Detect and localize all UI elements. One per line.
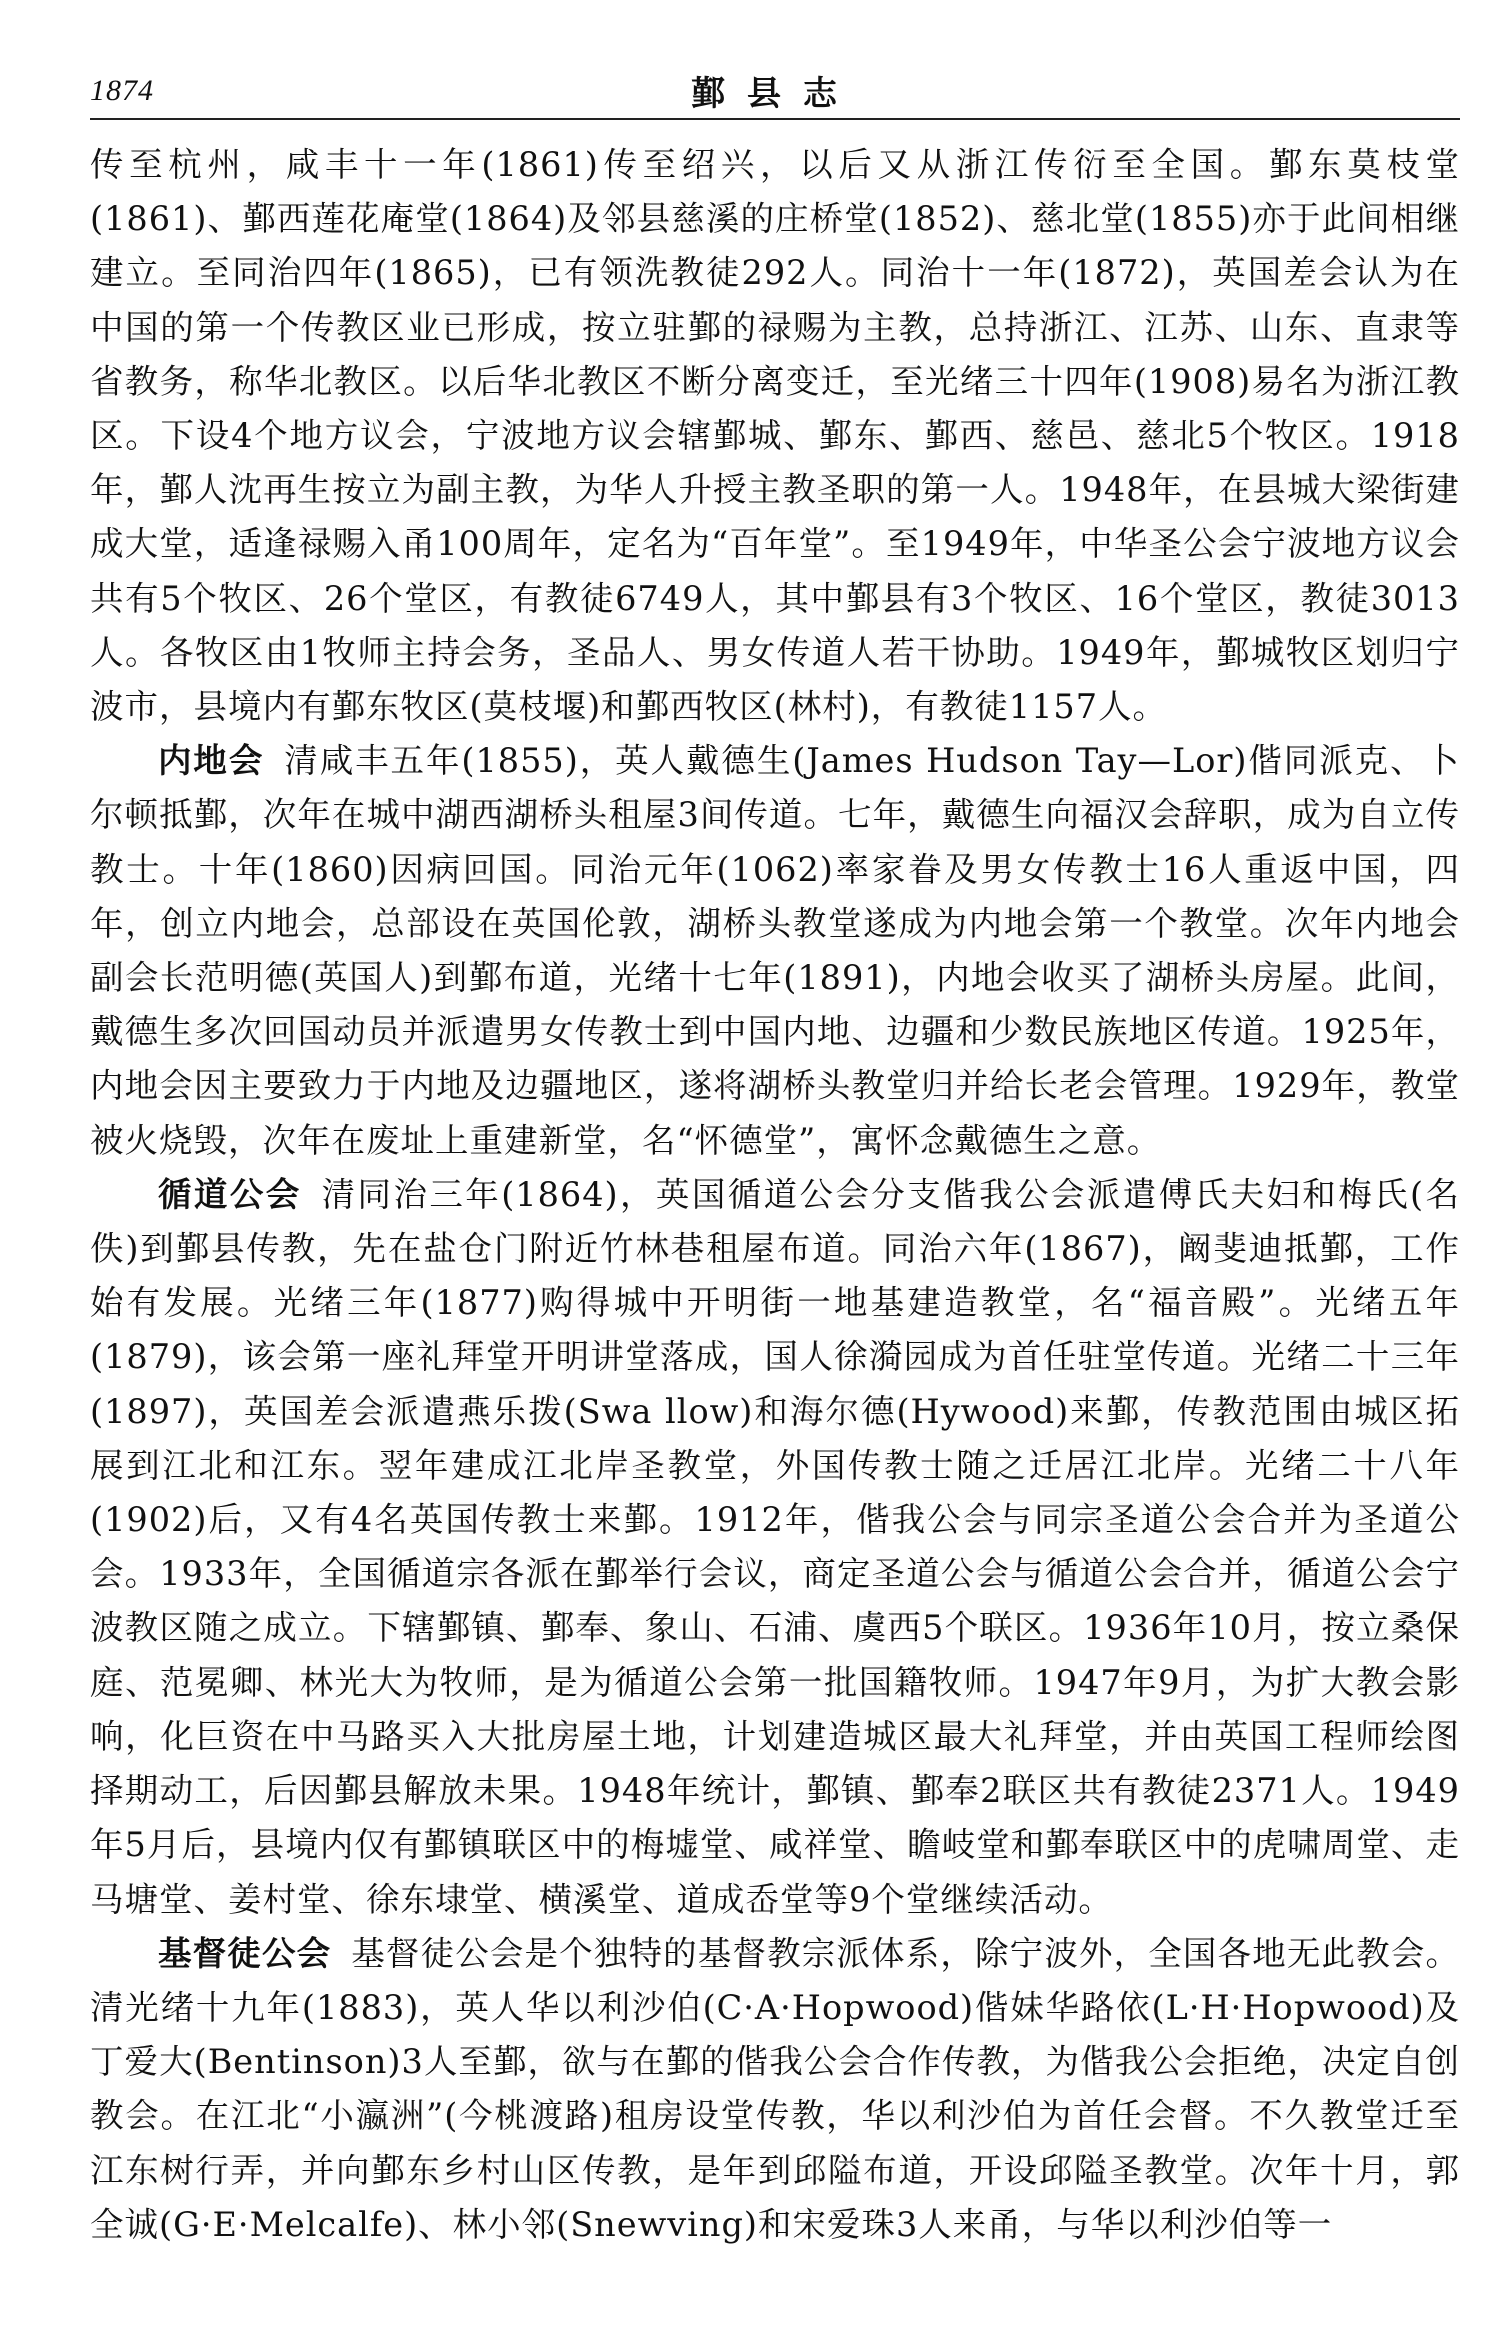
- section-jidutugonghui: [90, 1927, 1460, 2252]
- paragraph-continued: [90, 138, 1460, 734]
- section-heading: 内地会: [158, 741, 265, 781]
- section-neidihui: [90, 734, 1460, 1168]
- section-xundaogonghui: [90, 1168, 1460, 1927]
- page-number: 1874: [90, 74, 154, 107]
- running-title: 鄞县志: [691, 74, 859, 114]
- header-rule: [90, 118, 1460, 120]
- paragraph-text: 清同治三年(1864)，英国循道公会分支偕我公会派遣傅氏夫妇和梅氏(名佚)到鄞县传教，先在盐仓门附近竹林巷租屋布道。同治六年(1867)，阚斐迪抵鄞，工作始有发展。光绪三年(1877)购得城中开明街一地基建造教堂，名“福音殿”。光绪五年(1879)，该会第一座礼拜堂开明讲堂落成，国人徐漪园成为首任驻堂传道。光绪二十三年(1897)，英国差会派遣燕乐拨(Swa llow)和海尔德(Hywood)来鄞，传教范围由城区拓展到江北和江东。翌年建成江北岸圣教堂，外国传教士随之迁居江北岸。光绪二十八年(1902)后，又有4名英国传教士来鄞。1912年，偕我公会与同宗圣道公会合并为圣道公会。1933年，全国循道宗各派在鄞举行会议，商定圣道公会与循道公会合并，循道公会宁波教区随之成立。下辖鄞镇、鄞奉、象山、石浦、虞西5个联区。1936年10月，按立桑保庭、范冕卿、林光大为牧师，是为循道公会第一批国籍牧师。1947年9月，为扩大教会影响，化巨资在中马路买入大批房屋土地，计划建造城区最大礼拜堂，并由英国工程师绘图择期动工，后因鄞县解放未果。1948年统计，鄞镇、鄞奉2联区共有教徒2371人。1949年5月后，县境内仅有鄞镇联区中的梅墟堂、咸祥堂、瞻岐堂和鄞奉联区中的虎啸周堂、走马塘堂、姜村堂、徐东埭堂、横溪堂、道成岙堂等9个堂继续活动。: [90, 1174, 1460, 1919]
- paragraph-text: 清咸丰五年(1855)，英人戴德生(James Hudson Tay—Lor)偕同派克、卜尔顿抵鄞，次年在城中湖西湖桥头租屋3间传道。七年，戴德生向福汉会辞职，成为自立传教士。十年(1860)因病回国。同治元年(1062)率家眷及男女传教士16人重返中国，四年，创立内地会，总部设在英国伦敦，湖桥头教堂遂成为内地会第一个教堂。次年内地会副会长范明德(英国人)到鄞布道，光绪十七年(1891)，内地会收买了湖桥头房屋。此间，戴德生多次回国动员并派遣男女传教士到中国内地、边疆和少数民族地区传道。1925年，内地会因主要致力于内地及边疆地区，遂将湖桥头教堂归并给长老会管理。1929年，教堂被火烧毁，次年在废址上重建新堂，名“怀德堂”，寓怀念戴德生之意。: [90, 741, 1461, 1160]
- page-header: [90, 66, 1460, 126]
- paragraph-text: 传至杭州，咸丰十一年(1861)传至绍兴，以后又从浙江传衍至全国。鄞东莫枝堂(1861)、鄞西莲花庵堂(1864)及邻县慈溪的庄桥堂(1852)、慈北堂(1855)亦于此间相继建立。至同治四年(1865)，已有领洗教徒292人。同治十一年(1872)，英国差会认为在中国的第一个传教区业已形成，按立驻鄞的禄赐为主教，总持浙江、江苏、山东、直隶等省教务，称华北教区。以后华北教区不断分离变迁，至光绪三十四年(1908)易名为浙江教区。下设4个地方议会，宁波地方议会辖鄞城、鄞东、鄞西、慈邑、慈北5个牧区。1918年，鄞人沈再生按立为副主教，为华人升授主教圣职的第一人。1948年，在县城大梁街建成大堂，适逢禄赐入甬100周年，定名为“百年堂”。至1949年，中华圣公会宁波地方议会共有5个牧区、26个堂区，有教徒6749人，其中鄞县有3个牧区、16个堂区，教徒3013人。各牧区由1牧师主持会务，圣品人、男女传道人若干协助。1949年，鄞城牧区划归宁波市，县境内有鄞东牧区(莫枝堰)和鄞西牧区(林村)，有教徒1157人。: [90, 145, 1460, 727]
- paragraph-text: 基督徒公会是个独特的基督教宗派体系，除宁波外，全国各地无此教会。清光绪十九年(1883)，英人华以利沙伯(C·A·Hopwood)偕妹华路依(L·H·Hopwood)及丁爱大(Bentinson)3人至鄞，欲与在鄞的偕我公会合作传教，为偕我公会拒绝，决定自创教会。在江北“小瀛洲”(今桃渡路)租房设堂传教，华以利沙伯为首任会督。不久教堂迁至江东树行弄，并向鄞东乡村山区传教，是年到邱隘布道，开设邱隘圣教堂。次年十月，郭全诚(G·E·Melcalfe)、林小邻(Snewving)和宋爱珠3人来甬，与华以利沙伯等一: [90, 1933, 1461, 2244]
- section-heading: 循道公会: [158, 1174, 302, 1214]
- page-body: [90, 138, 1460, 2252]
- section-heading: 基督徒公会: [158, 1933, 332, 1973]
